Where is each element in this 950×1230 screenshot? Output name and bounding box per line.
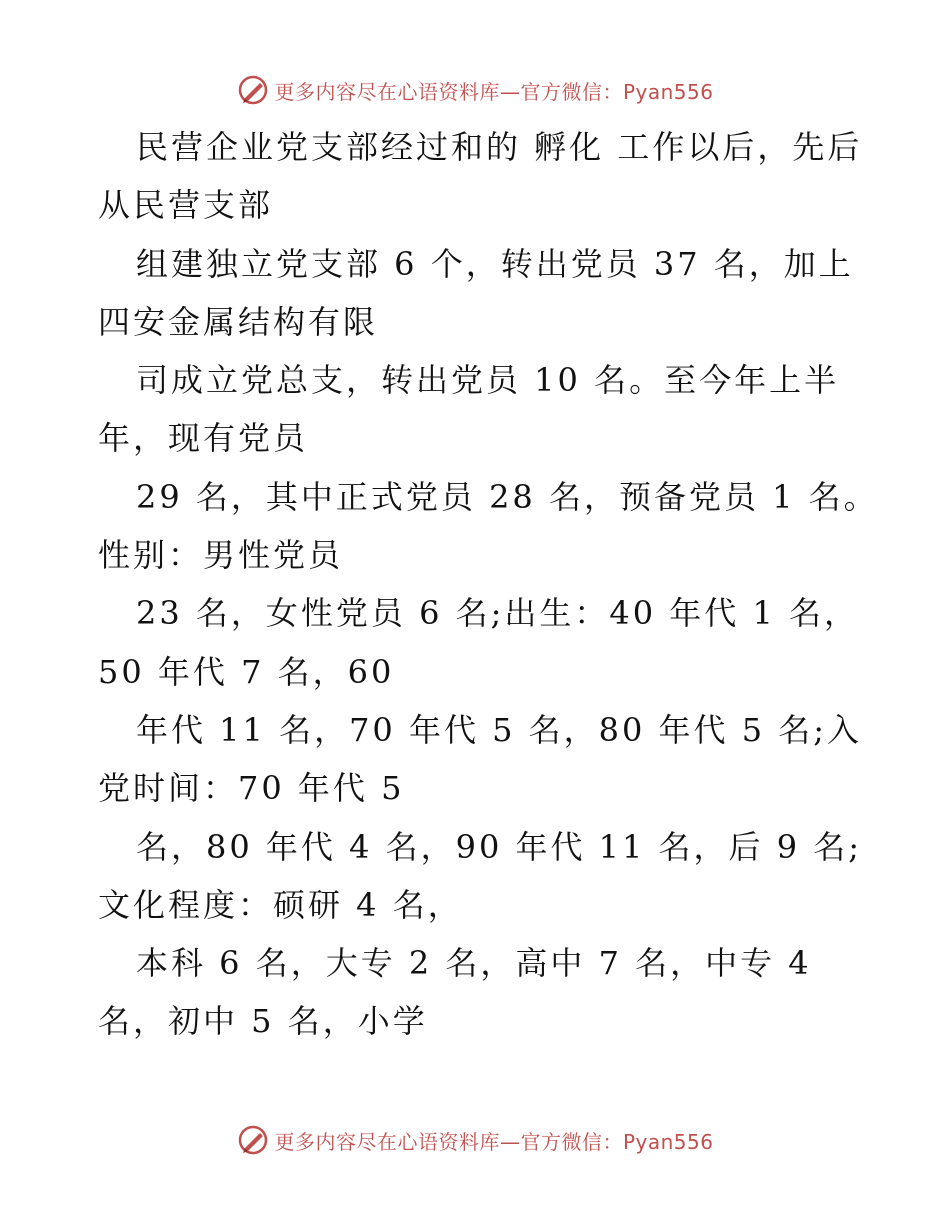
pen-logo-icon xyxy=(236,73,270,107)
header-banner xyxy=(0,70,950,110)
paragraph-line: 23 名，女性党员 6 名;出生：40 年代 1 名， xyxy=(136,594,859,633)
paragraph-line: 29 名，其中正式党员 28 名，预备党员 1 名。 xyxy=(136,477,879,516)
header-banner-text: 更多内容尽在心语资料库—官方微信：Pyan556 xyxy=(274,79,714,104)
paragraph-line: 名，初中 5 名，小学 xyxy=(98,1002,428,1041)
paragraph-line: 年，现有党员 xyxy=(98,419,309,458)
paragraph-line: 本科 6 名，大专 2 名，高中 7 名，中专 4 xyxy=(136,944,812,983)
paragraph-line: 年代 11 名，70 年代 5 名，80 年代 5 名;入 xyxy=(136,710,863,749)
paragraph-line: 50 年代 7 名，60 xyxy=(98,652,395,691)
paragraph-line: 党时间：70 年代 5 xyxy=(98,769,405,808)
paragraph-line: 性别：男性党员 xyxy=(98,536,344,575)
paragraph-line: 文化程度：硕研 4 名， xyxy=(98,885,463,924)
paragraph-line: 组建独立党支部 6 个，转出党员 37 名，加上 xyxy=(136,244,854,283)
pen-logo-icon xyxy=(236,1123,270,1157)
paragraph-line: 从民营支部 xyxy=(98,186,274,225)
paragraph-line: 司成立党总支，转出党员 10 名。至今年上半 xyxy=(136,361,840,400)
footer-banner-text: 更多内容尽在心语资料库—官方微信：Pyan556 xyxy=(274,1129,714,1154)
document-body xyxy=(98,118,878,1051)
footer-banner xyxy=(0,1120,950,1160)
paragraph-line: 四安金属结构有限 xyxy=(98,302,379,341)
paragraph-line: 民营企业党支部经过和的 孵化 工作以后，先后 xyxy=(136,128,863,166)
paragraph-line: 名，80 年代 4 名，90 年代 11 名，后 9 名; xyxy=(136,827,863,866)
